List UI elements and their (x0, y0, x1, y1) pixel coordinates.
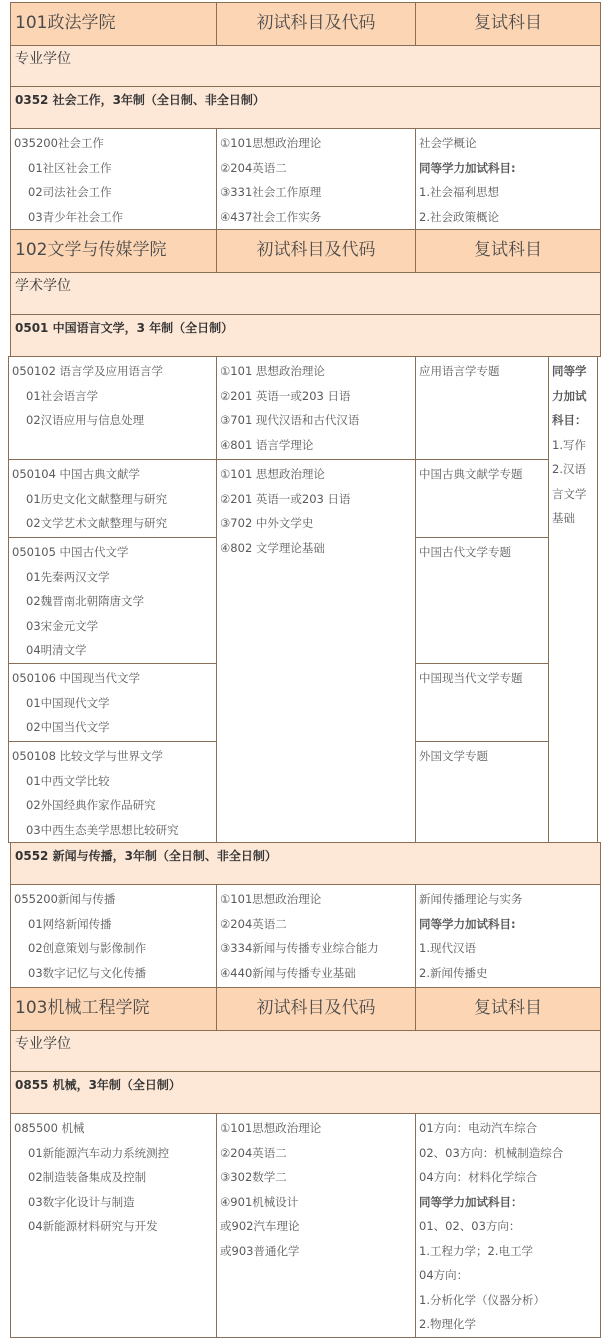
exam-subject: ①101 思想政治理论 (220, 467, 325, 481)
exam-cell (216, 884, 416, 988)
exam-subject: ③334新闻与传播专业综合能力 (220, 941, 379, 955)
program-code: 050102 语言学及应用语言学 (12, 364, 164, 378)
retest-subject: 新闻传播理论与实务 (419, 892, 523, 906)
exam-header: 初试科目及代码 (216, 2, 416, 46)
exam-subject: ②201 英语一或203 日语 (220, 491, 351, 506)
retest-header: 复试科目 (415, 229, 601, 273)
retest-cell (415, 1113, 601, 1338)
exam-subject: ②204英语二 (220, 160, 287, 175)
program-cell (10, 1113, 217, 1338)
equivalent-subject: 1.写作 (552, 437, 586, 452)
major-title: 0855 机械，3年制（全日制） (10, 1071, 601, 1114)
retest-cell (415, 663, 549, 742)
exam-subject: ①101思想政治理论 (220, 1121, 322, 1135)
major-title: 0501 中国语言文学，3 年制（全日制） (10, 314, 601, 357)
equivalent-label: 同等学力加试科目: (419, 916, 516, 931)
direction-item: 02外国经典作家作品研究 (26, 798, 156, 812)
college-title: 102文学与传媒学院 (10, 229, 217, 273)
degree-type: 专业学位 (10, 1030, 601, 1072)
program-code: 050104 中国古典文献学 (12, 467, 141, 481)
direction-item: 03数字记忆与文化传播 (28, 965, 147, 980)
retest-subject: 02、03方向：机械制造综合 (419, 1145, 564, 1160)
program-cell (8, 459, 217, 538)
retest-subject: 中国古典文献学专题 (419, 467, 523, 481)
retest-cell (415, 884, 601, 988)
program-code: 050105 中国古代文学 (12, 545, 129, 559)
program-code: 050106 中国现当代文学 (12, 671, 141, 685)
retest-subject: 01方向：电动汽车综合 (419, 1121, 538, 1135)
retest-cell (415, 741, 549, 843)
exam-subject: ③702 中外文学史 (220, 516, 314, 530)
exam-header: 初试科目及代码 (216, 229, 416, 273)
retest-header: 复试科目 (415, 987, 601, 1031)
direction-item: 03数字化设计与制造 (28, 1194, 135, 1209)
program-cell (8, 356, 217, 460)
retest-cell (415, 459, 549, 538)
college-title: 103机械工程学院 (10, 987, 217, 1031)
direction-item: 01历史文化文献整理与研究 (26, 491, 168, 506)
direction-item: 01社会语言学 (26, 388, 99, 403)
retest-subject: 04方向： (419, 1268, 469, 1282)
direction-item: 02汉语应用与信息处理 (26, 413, 145, 427)
direction-item: 02司法社会工作 (28, 185, 112, 199)
exam-subject: ①101思想政治理论 (220, 136, 322, 150)
direction-item: 03青少年社会工作 (28, 209, 124, 224)
direction-item: 03宋金元文学 (26, 618, 99, 633)
exam-subject: ④801 语言学理论 (220, 437, 314, 452)
equivalent-label: 同等学力加试科目: (419, 160, 516, 175)
direction-item: 02文学艺术文献整理与研究 (26, 516, 168, 530)
retest-subject: 1.社会福利思想 (419, 185, 499, 199)
exam-subject: 或903普通化学 (220, 1243, 300, 1258)
exam-subject: 或902汽车理论 (220, 1219, 300, 1233)
major-title: 0352 社会工作，3年制（全日制、非全日制） (10, 86, 601, 129)
program-cell (8, 537, 217, 664)
program-code: 055200新闻与传播 (14, 892, 116, 906)
direction-item: 01中西文学比较 (26, 773, 110, 788)
exam-cell (216, 1113, 416, 1338)
direction-item: 04明清文学 (26, 643, 87, 657)
retest-subject: 2.物理化学 (419, 1317, 476, 1331)
direction-item: 01社区社会工作 (28, 160, 112, 175)
exam-subject: ④802 文学理论基础 (220, 540, 325, 555)
direction-item: 01网络新闻传播 (28, 916, 112, 931)
program-code: 050108 比较文学与世界文学 (12, 749, 164, 763)
retest-subject: 01、02、03方向： (419, 1219, 521, 1233)
direction-item: 02制造装备集成及控制 (28, 1170, 147, 1184)
exam-subject: ④440新闻与传播专业基础 (220, 965, 356, 980)
retest-subject: 1.现代汉语 (419, 941, 476, 955)
exam-subject: ③331社会工作原理 (220, 185, 322, 199)
exam-cell (216, 459, 416, 843)
direction-item: 03中西生态美学思想比较研究 (26, 822, 179, 837)
equivalent-cell (548, 356, 598, 843)
direction-item: 04新能源材料研究与开发 (28, 1219, 158, 1233)
equivalent-label: 同等学力加试科目： (552, 364, 587, 427)
direction-item: 02魏晋南北朝隋唐文学 (26, 594, 145, 608)
equivalent-subject: 2.汉语言文学基础 (552, 462, 587, 525)
exam-subject: ④901机械设计 (220, 1194, 299, 1209)
program-code: 035200社会工作 (14, 136, 104, 150)
exam-subject: ②201 英语一或203 日语 (220, 388, 351, 403)
major-title: 0552 新闻与传播，3年制（全日制、非全日制） (10, 842, 601, 885)
exam-subject: ③302数学二 (220, 1170, 287, 1184)
program-cell (8, 741, 217, 843)
program-cell (10, 884, 217, 988)
exam-subject: ②204英语二 (220, 1145, 287, 1160)
retest-subject: 2.新闻传播史 (419, 965, 488, 980)
retest-subject: 应用语言学专题 (419, 364, 500, 378)
college-title: 101政法学院 (10, 2, 217, 46)
direction-item: 02创意策划与影像制作 (28, 941, 147, 955)
direction-item: 01新能源汽车动力系统测控 (28, 1145, 170, 1160)
direction-item: 01中国现代文学 (26, 695, 110, 710)
direction-item: 01先秦两汉文学 (26, 569, 110, 584)
degree-type: 学术学位 (10, 272, 601, 315)
retest-cell (415, 128, 601, 230)
exam-subject: ②204英语二 (220, 916, 287, 931)
retest-cell (415, 537, 549, 664)
direction-item: 02中国当代文学 (26, 720, 110, 734)
exam-subject: ①101思想政治理论 (220, 892, 322, 906)
exam-cell (216, 356, 416, 460)
exam-header: 初试科目及代码 (216, 987, 416, 1031)
equivalent-label: 同等学力加试科目： (419, 1194, 523, 1209)
retest-subject: 1.工程力学；2.电工学 (419, 1243, 533, 1258)
retest-subject: 中国古代文学专题 (419, 545, 511, 559)
retest-subject: 04方向：材料化学综合 (419, 1170, 538, 1184)
exam-subject: ①101 思想政治理论 (220, 364, 325, 378)
exam-subject: ④437社会工作实务 (220, 209, 322, 224)
exam-subject: ③701 现代汉语和古代汉语 (220, 413, 360, 427)
retest-cell (415, 356, 549, 460)
program-cell (8, 663, 217, 742)
retest-header: 复试科目 (415, 2, 601, 46)
retest-subject: 外国文学专题 (419, 749, 488, 763)
program-code: 085500 机械 (14, 1121, 85, 1135)
program-cell (10, 128, 217, 230)
retest-subject: 中国现当代文学专题 (419, 671, 523, 685)
retest-subject: 1.分析化学（仪器分析） (419, 1292, 545, 1307)
retest-subject: 社会学概论 (419, 136, 477, 150)
exam-cell (216, 128, 416, 230)
retest-subject: 2.社会政策概论 (419, 209, 499, 224)
degree-type: 专业学位 (10, 45, 601, 87)
